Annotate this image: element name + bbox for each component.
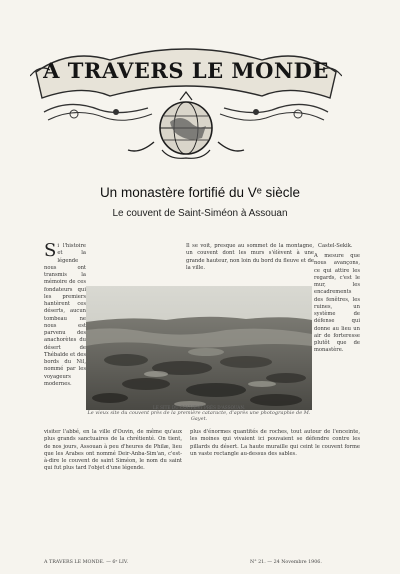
article-subhead: Le couvent de Saint-Siméon à Assouan xyxy=(112,208,288,219)
masthead xyxy=(30,42,342,164)
landscape-photo xyxy=(86,286,312,410)
article-headline: Un monastère fortifié du Vᵉ siècle xyxy=(99,185,301,200)
text-column-right: A mesure que nous avançons, ce qui attire les regards, c'est le mur, les encadrements des fenêtres, les ruines, un système de défense qui donne au lieu un air de forteresse plutôt que de monastère. xyxy=(314,253,360,354)
footer-right: N° 21. — 24 Novembre 1906. xyxy=(250,560,322,565)
photo-caption-title: LE SITE DU COUVENT PRÈS D'ASSOUAN. xyxy=(152,405,246,410)
text-column-bottom-left: visiter l'abbé, en la ville d'Ouvin, de même qu'aux plus grands sanctuaires de la chrétienté. On tient, de nos jours, Assouan à peu d'heures de Philæ, lieu que les Arabes ont nommé Deir-Anba-Sim'an, c'est-à-dire le couvent de saint Siméon, le nom du saint qui fut plus tard l'objet d'une légende. xyxy=(44,429,182,472)
footer-left: A TRAVERS LE MONDE. — 6ᵉ LIV. xyxy=(44,560,129,565)
drop-cap: S xyxy=(44,240,57,261)
text-column-left xyxy=(44,240,86,388)
photo-image xyxy=(86,286,312,410)
text-column-bottom-right: plus d'énormes quantités de roches, tout autour de l'enceinte, les moines qui vivaient ici pouvaient se défendre contre les pillards du désert. La haute muraille qui ceint le couvent forme un vaste rectangle au-dessus des sables. xyxy=(190,429,360,457)
text-column-top: Il se voit, presque au sommet de la montagne, un couvent dont les murs s'élèvent à une grande hauteur, non loin du bord du fleuve et de la ville. xyxy=(186,243,314,271)
photo-caption: Le vieux site du couvent près de la première cataracte, d'après une photographie de M. Gayet. xyxy=(87,410,311,422)
masthead-title: A TRAVERS LE MONDE xyxy=(43,58,329,83)
text-column-right-heading: Castel-Sekik. xyxy=(318,243,353,249)
col-left-text: i l'histoire et la légende nous ont transmis la mémoire de ces fondateurs qui les premiers hantèrent ces déserts, aucun tombeau ne nous est parvenu des anachorètes du désert de Thébaïde et des bords du Nil, nommé par les voyageurs modernes. xyxy=(44,243,86,387)
